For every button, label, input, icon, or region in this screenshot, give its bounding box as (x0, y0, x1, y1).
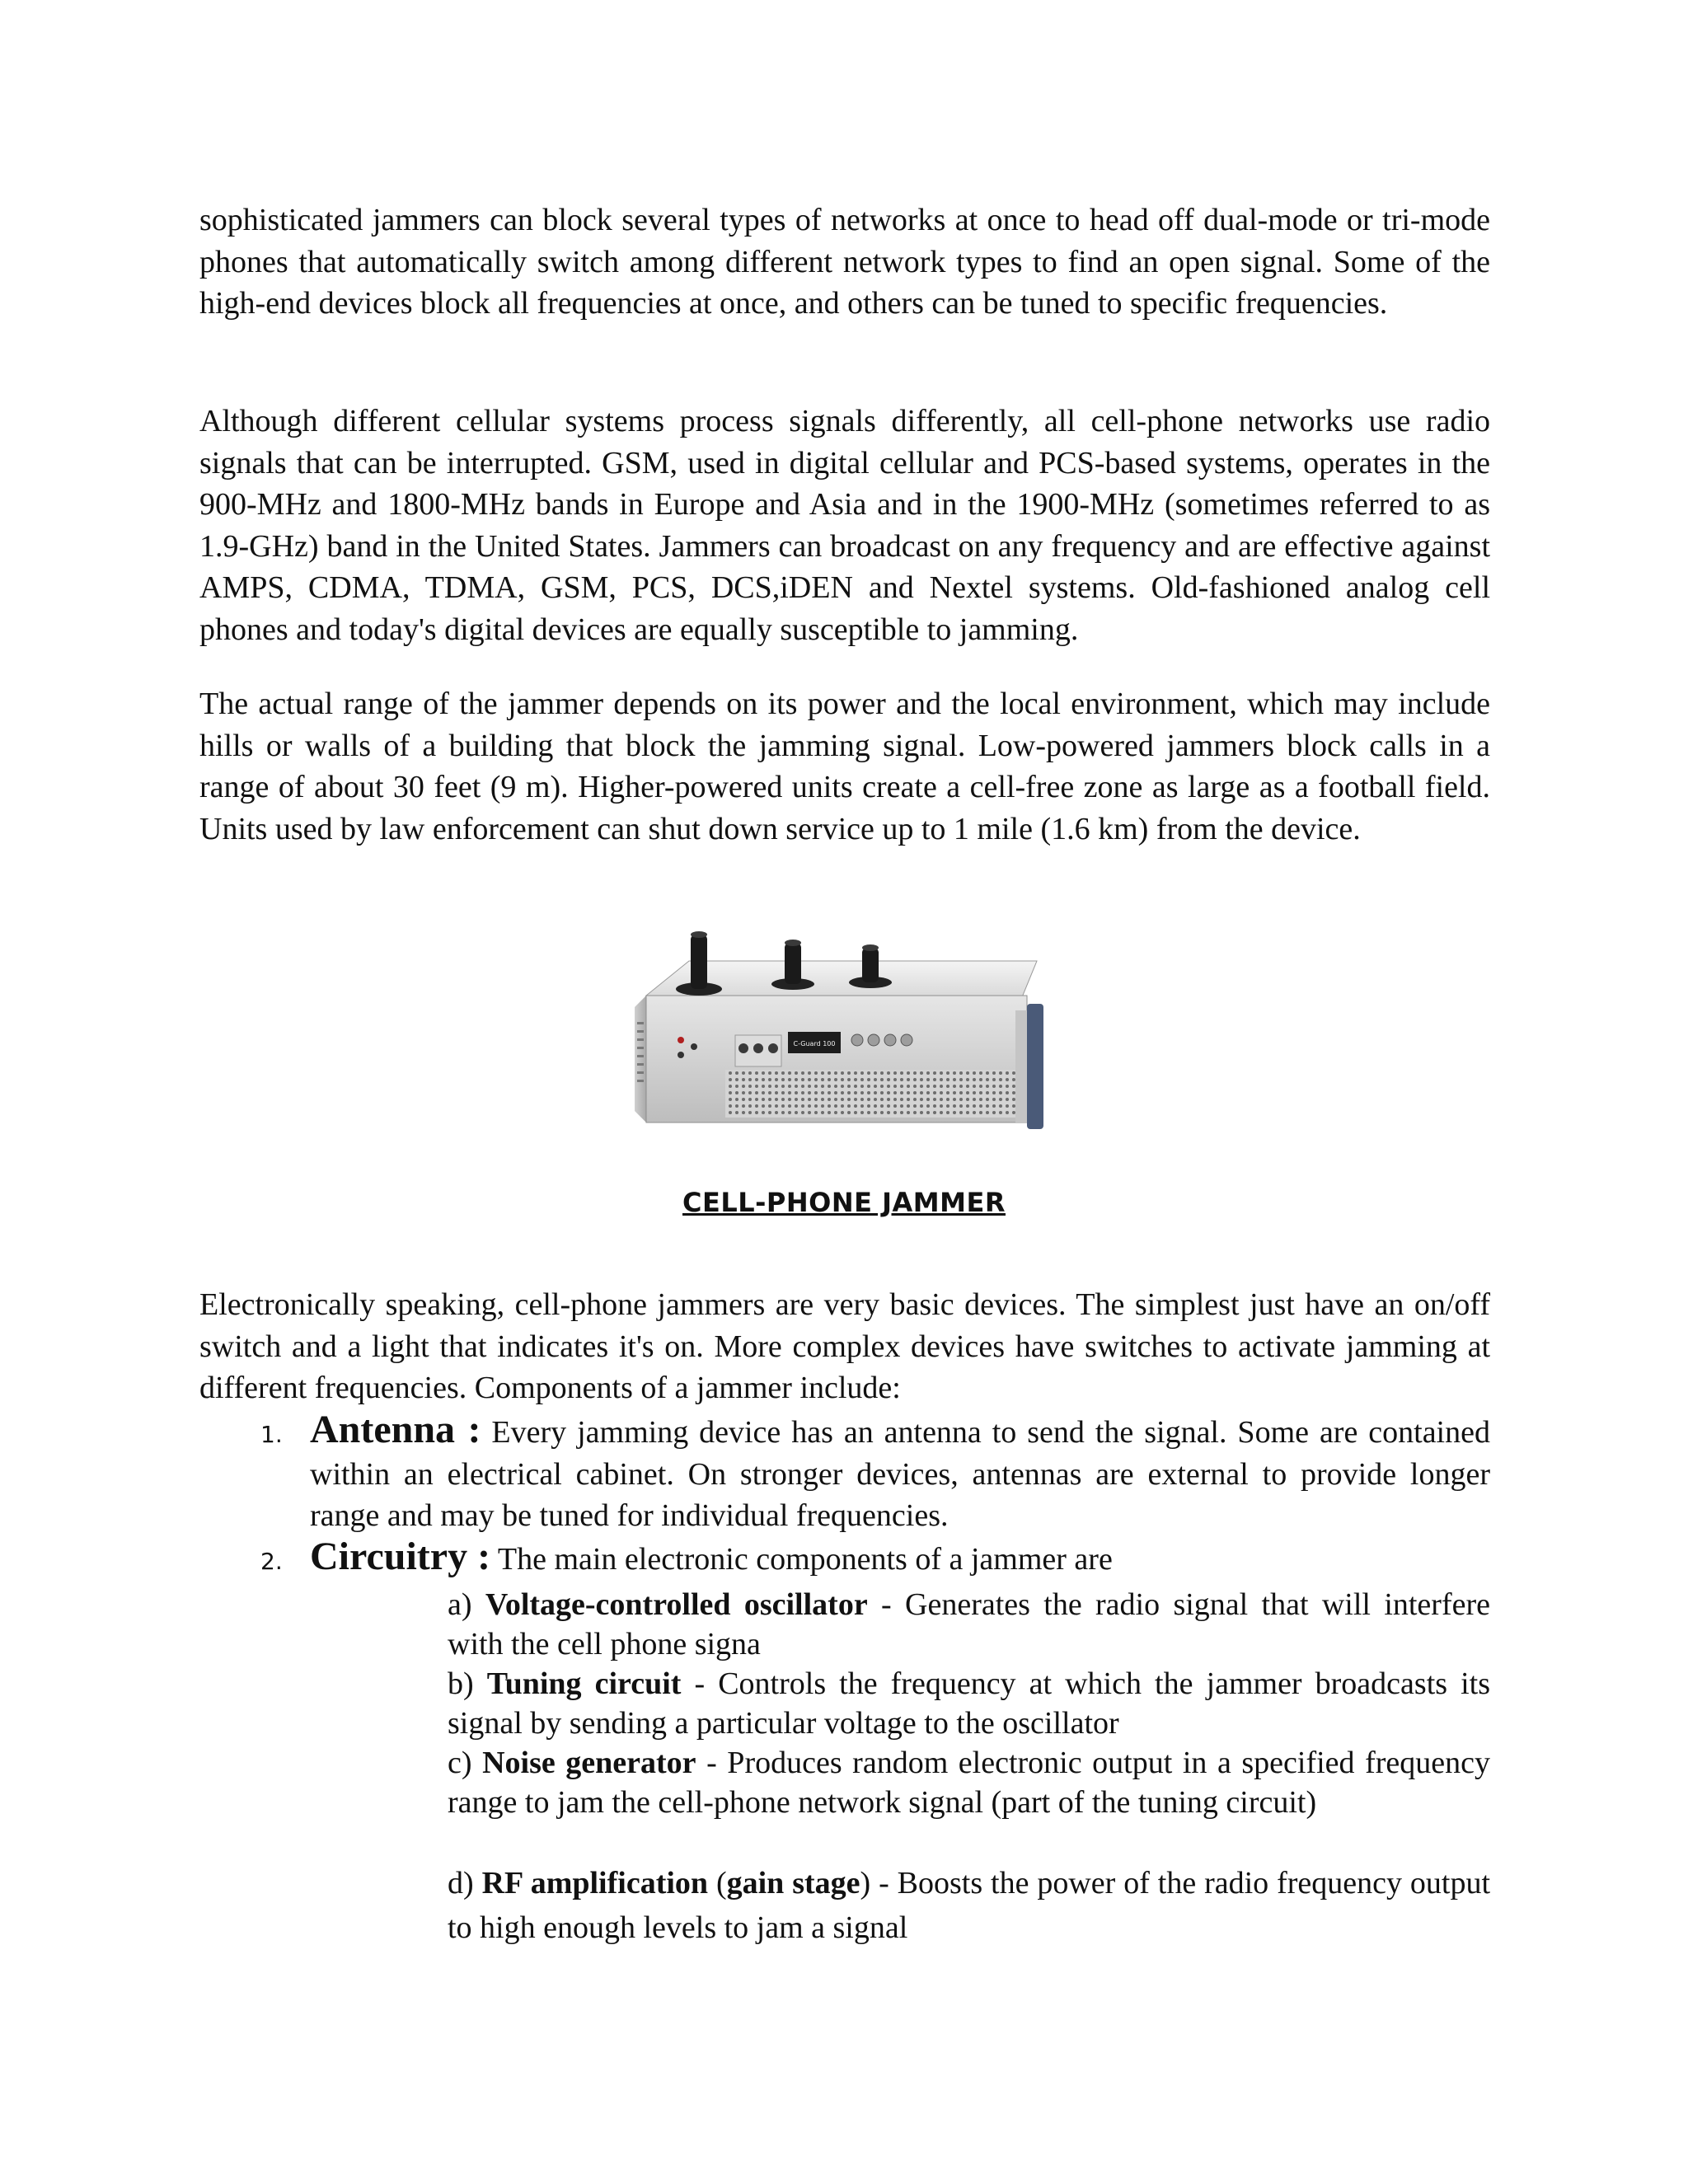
subitem-text: - Produces random electronic output in a specified frequency range to jam the cell-phone network signal (part of the tuning circuit) (448, 1746, 1490, 1820)
subitem-term: RF amplification (481, 1866, 709, 1900)
subitem-tuning-circuit (448, 1665, 1490, 1743)
term-antenna: Antenna : (310, 1408, 481, 1451)
subitem-rf-amplification (448, 1861, 1490, 1950)
list-item-body (310, 1409, 1490, 1537)
figure-caption: CELL-PHONE JAMMER (682, 1187, 1006, 1218)
subitem-oscillator (448, 1586, 1490, 1664)
subitem-prefix: c) (448, 1746, 483, 1780)
list-item-body (310, 1536, 1490, 1581)
device-label: C-Guard 100 (793, 1040, 836, 1047)
subitem-term-secondary: gain stage (726, 1866, 860, 1900)
term-circuitry: Circuitry : (310, 1535, 491, 1578)
subitem-prefix: b) (448, 1666, 487, 1701)
circuitry-description: The main electronic components of a jammer are (490, 1542, 1113, 1577)
subitem-term: Voltage-controlled oscillator (485, 1587, 868, 1622)
subitem-paren: ( (708, 1866, 727, 1900)
paragraph-jammer-types: sophisticated jammers can block several types of networks at once to head off dual-mode or tri-mode phones that automatically switch among different network types to find an open signal. Some of the high-end devices block all frequencies at once, and others can be tuned to specific frequencies. (199, 203, 1490, 321)
subitem-prefix: d) (448, 1866, 482, 1900)
subitem-text: - Generates the radio signal that will interfere with the cell phone signa (448, 1587, 1490, 1661)
subitem-text: - Controls the frequency at which the jammer broadcasts its signal by sending a particular voltage to the oscillator (448, 1666, 1490, 1741)
antenna-description: Every jamming device has an antenna to send the signal. Some are contained within an electrical cabinet. On stronger devices, antennas are external to provide longer range and may be tuned for individual frequencies. (310, 1415, 1490, 1533)
subitem-term: Noise generator (482, 1746, 696, 1780)
paragraph-jammer-components: Electronically speaking, cell-phone jammers are very basic devices. The simplest just have an on/off switch and a light that indicates it's on. More complex devices have switches to activate jamming at different frequencies. Components of a jammer include: (199, 1287, 1490, 1405)
subitem-term: Tuning circuit (486, 1666, 682, 1701)
subitem-text: ) - Boosts the power of the radio frequency output to high enough levels to jam a signal (448, 1866, 1491, 1945)
paragraph-cellular-systems: Although different cellular systems process signals differently, all cell-phone networks use radio signals that can be interrupted. GSM, used in digital cellular and PCS-based systems, operates in the 900-MHz and 1800-MHz bands in Europe and Asia and in the 1900-MHz (sometimes referred to as 1.9-GHz) band in the United States. Jammers can broadcast on any frequency and are effective against AMPS, CDMA, TDMA, GSM, PCS, DCS,iDEN and Nextel systems. Old-fashioned analog cell phones and today's digital devices are equally susceptible to jamming. (199, 404, 1490, 647)
subitem-prefix: a) (448, 1587, 485, 1622)
list-number: 1. (260, 1421, 283, 1448)
subitem-noise-generator (448, 1744, 1490, 1822)
paragraph-jammer-range: The actual range of the jammer depends on its power and the local environment, which may include hills or walls of a building that block the jamming signal. Low-powered jammers block calls in a range of about 30 feet (9 m). Higher-powered units create a cell-free zone as large as a football field. Units used by law enforcement can shut down service up to 1 mile (1.6 km) from the device. (199, 687, 1490, 846)
cell-phone-jammer-image (635, 925, 1055, 1146)
list-number: 2. (260, 1548, 283, 1575)
